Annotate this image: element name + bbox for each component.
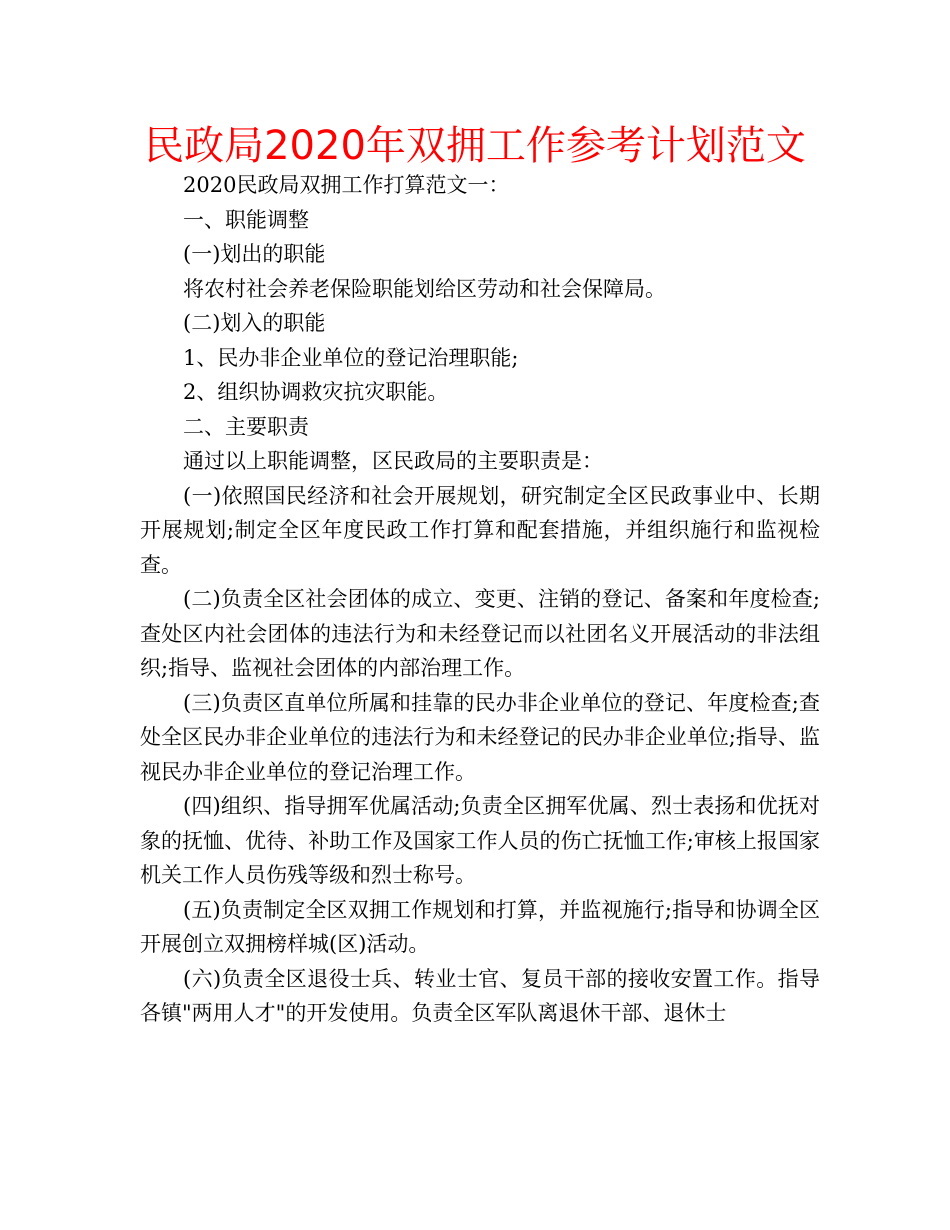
paragraph-4: 将农村社会养老保险职能划给区劳动和社会保障局。	[183, 276, 666, 301]
paragraph-1: 2020民政局双拥工作打算范文一：	[183, 173, 510, 197]
document-title: 民政局2020年双拥工作参考计划范文	[144, 123, 806, 169]
paragraph-5: (二)划入的职能	[183, 311, 326, 335]
paragraph-6: 1、民办非企业单位的登记治理职能;	[183, 345, 519, 370]
paragraph-15: (六)负责全区退役士兵、转业士官、复员干部的接收安置工作。指导各镇"两用人才"的开发使用。负责全区军队离退休干部、退休士	[140, 966, 820, 1025]
paragraph-11: (二)负责全区社会团体的成立、变更、注销的登记、备案和年度检查;查处区内社会团体的违法行为和未经登记而以社团名义开展活动的非法组织;指导、监视社会团体的内部治理工作。	[140, 587, 820, 680]
paragraph-13: (四)组织、指导拥军优属活动;负责全区拥军优属、烈士表扬和优抚对象的抚恤、优待、补助工作及国家工作人员的伤亡抚恤工作;审核上报国家机关工作人员伤残等级和烈士称号。	[140, 794, 820, 887]
paragraph-10: (一)依照国民经济和社会开展规划，研究制定全区民政事业中、长期开展规划;制定全区年度民政工作打算和配套措施，并组织施行和监视检查。	[140, 483, 820, 577]
document-body	[140, 168, 820, 1031]
paragraph-9: 通过以上职能调整，区民政局的主要职责是：	[183, 449, 603, 473]
paragraph-2: 一、职能调整	[183, 207, 309, 232]
paragraph-14: (五)负责制定全区双拥工作规划和打算，并监视施行;指导和协调全区开展创立双拥榜样城(区)活动。	[140, 897, 820, 956]
paragraph-3: (一)划出的职能	[183, 242, 326, 266]
paragraph-12: (三)负责区直单位所属和挂靠的民办非企业单位的登记、年度检查;查处全区民办非企业单位的违法行为和未经登记的民办非企业单位;指导、监视民办非企业单位的登记治理工作。	[140, 690, 820, 784]
paragraph-8: 二、主要职责	[183, 414, 309, 439]
paragraph-7: 2、组织协调救灾抗灾职能。	[183, 380, 449, 404]
